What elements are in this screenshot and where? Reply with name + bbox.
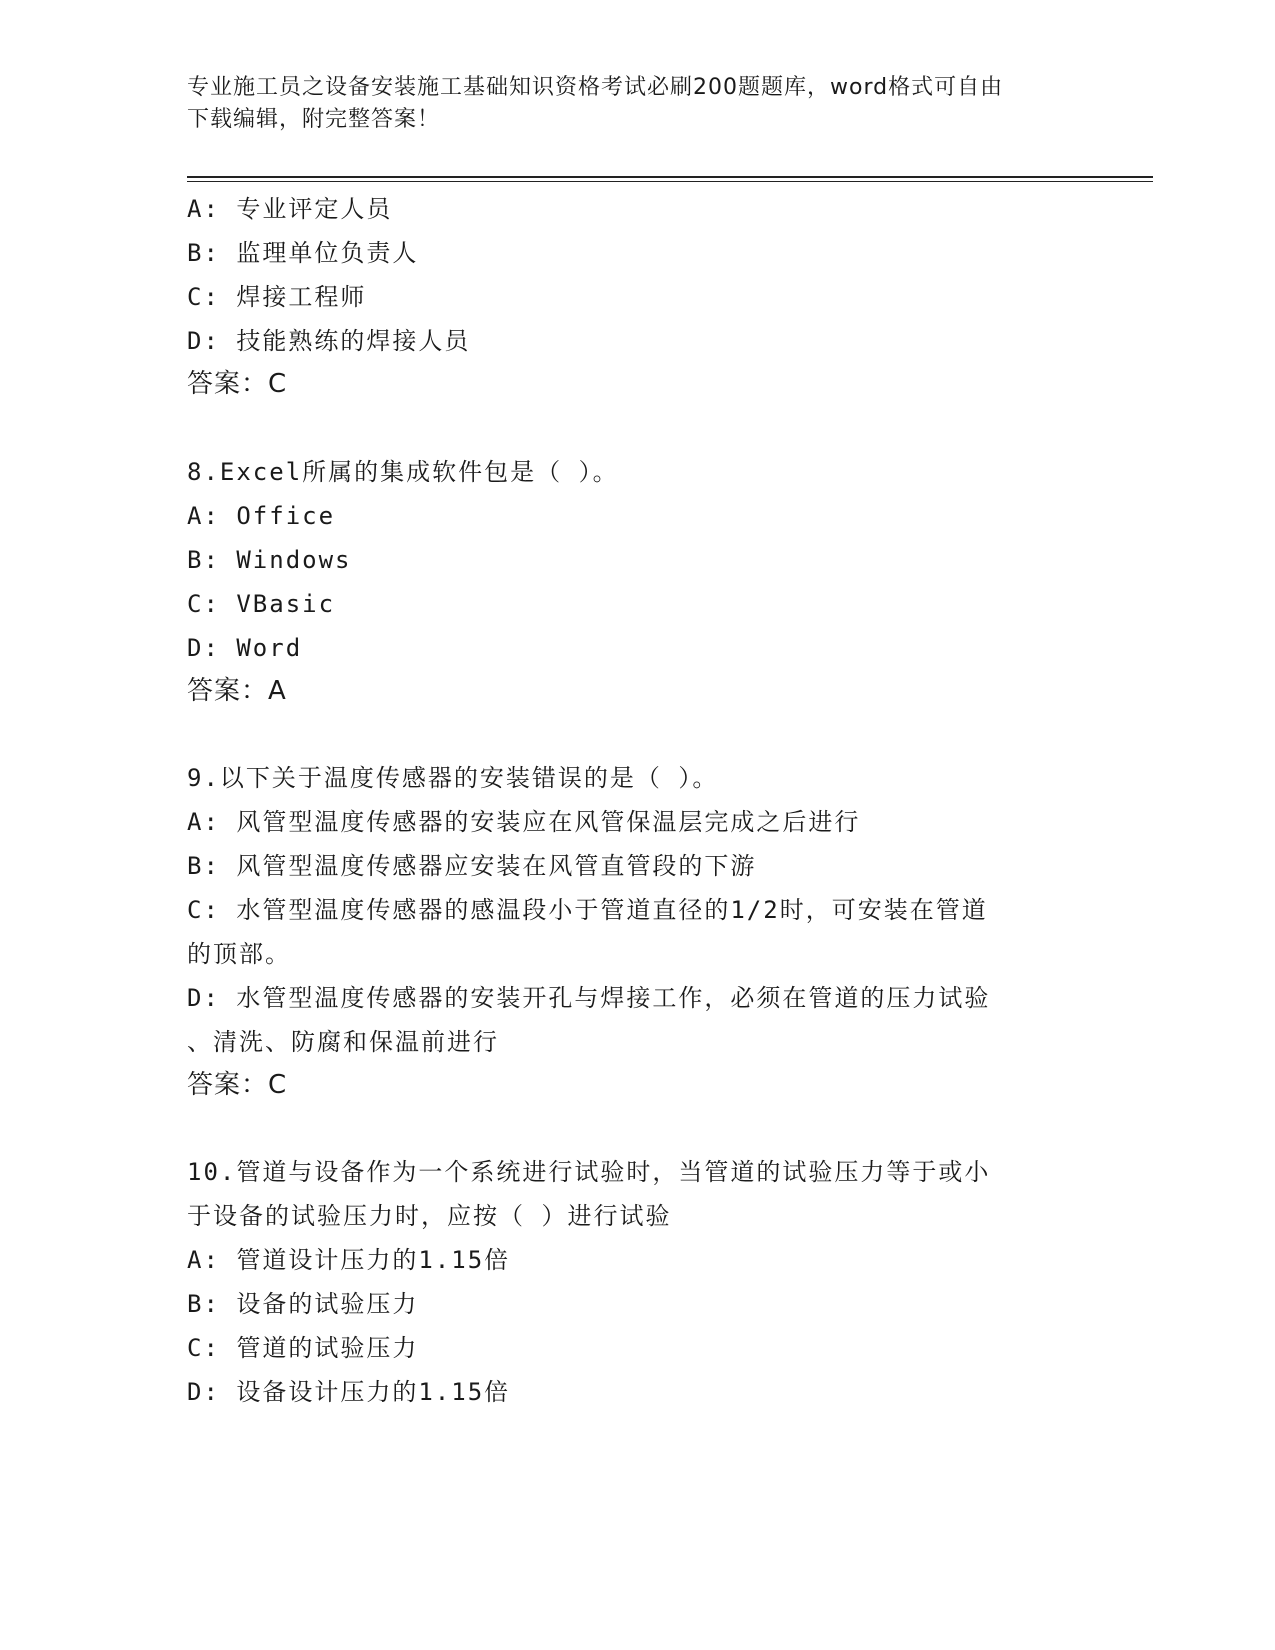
q7-option-d: D: 技能熟练的焊接人员: [187, 327, 471, 355]
q7-option-b: B: 监理单位负责人: [187, 239, 419, 267]
header-divider-thin: [187, 181, 1153, 182]
q9-option-b: B: 风管型温度传感器应安装在风管直管段的下游: [187, 852, 757, 880]
q8-option-b: B: Windows: [187, 546, 352, 574]
q7-option-c: C: 焊接工程师: [187, 283, 367, 311]
q7-option-a: A: 专业评定人员: [187, 195, 393, 223]
header-line-1: 专业施工员之设备安装施工基础知识资格考试必刷200题题库，word格式可自由: [187, 75, 1004, 100]
q8-option-c: C: VBasic: [187, 590, 336, 618]
q9-option-a: A: 风管型温度传感器的安装应在风管保温层完成之后进行: [187, 808, 861, 836]
q9-stem: 9.以下关于温度传感器的安装错误的是（ ）。: [187, 764, 719, 792]
q9-option-c-cont: 的顶部。: [187, 940, 291, 968]
q9-answer: 答案：C: [187, 1070, 288, 1100]
header-divider-thick: [187, 176, 1153, 178]
q9-option-d: D: 水管型温度传感器的安装开孔与焊接工作，必须在管道的压力试验: [187, 984, 991, 1012]
q8-answer: 答案：A: [187, 676, 287, 706]
q8-option-d: D: Word: [187, 634, 303, 662]
q7-answer: 答案：C: [187, 369, 288, 399]
header-line-2: 下载编辑，附完整答案！: [187, 107, 441, 132]
q10-stem-line-2: 于设备的试验压力时，应按（ ）进行试验: [187, 1202, 672, 1230]
document-header: [187, 72, 1067, 136]
q10-option-d: D: 设备设计压力的1.15倍: [187, 1378, 511, 1406]
q9-option-c: C: 水管型温度传感器的感温段小于管道直径的1/2时，可安装在管道: [187, 896, 988, 924]
q8-option-a: A: Office: [187, 502, 336, 530]
q10-option-b: B: 设备的试验压力: [187, 1290, 419, 1318]
q10-option-c: C: 管道的试验压力: [187, 1334, 419, 1362]
q8-stem: 8.Excel所属的集成软件包是（ ）。: [187, 458, 619, 486]
q10-option-a: A: 管道设计压力的1.15倍: [187, 1246, 511, 1274]
q10-stem-line-1: 10.管道与设备作为一个系统进行试验时，当管道的试验压力等于或小: [187, 1158, 991, 1186]
q9-option-d-cont: 、清洗、防腐和保温前进行: [187, 1028, 499, 1056]
